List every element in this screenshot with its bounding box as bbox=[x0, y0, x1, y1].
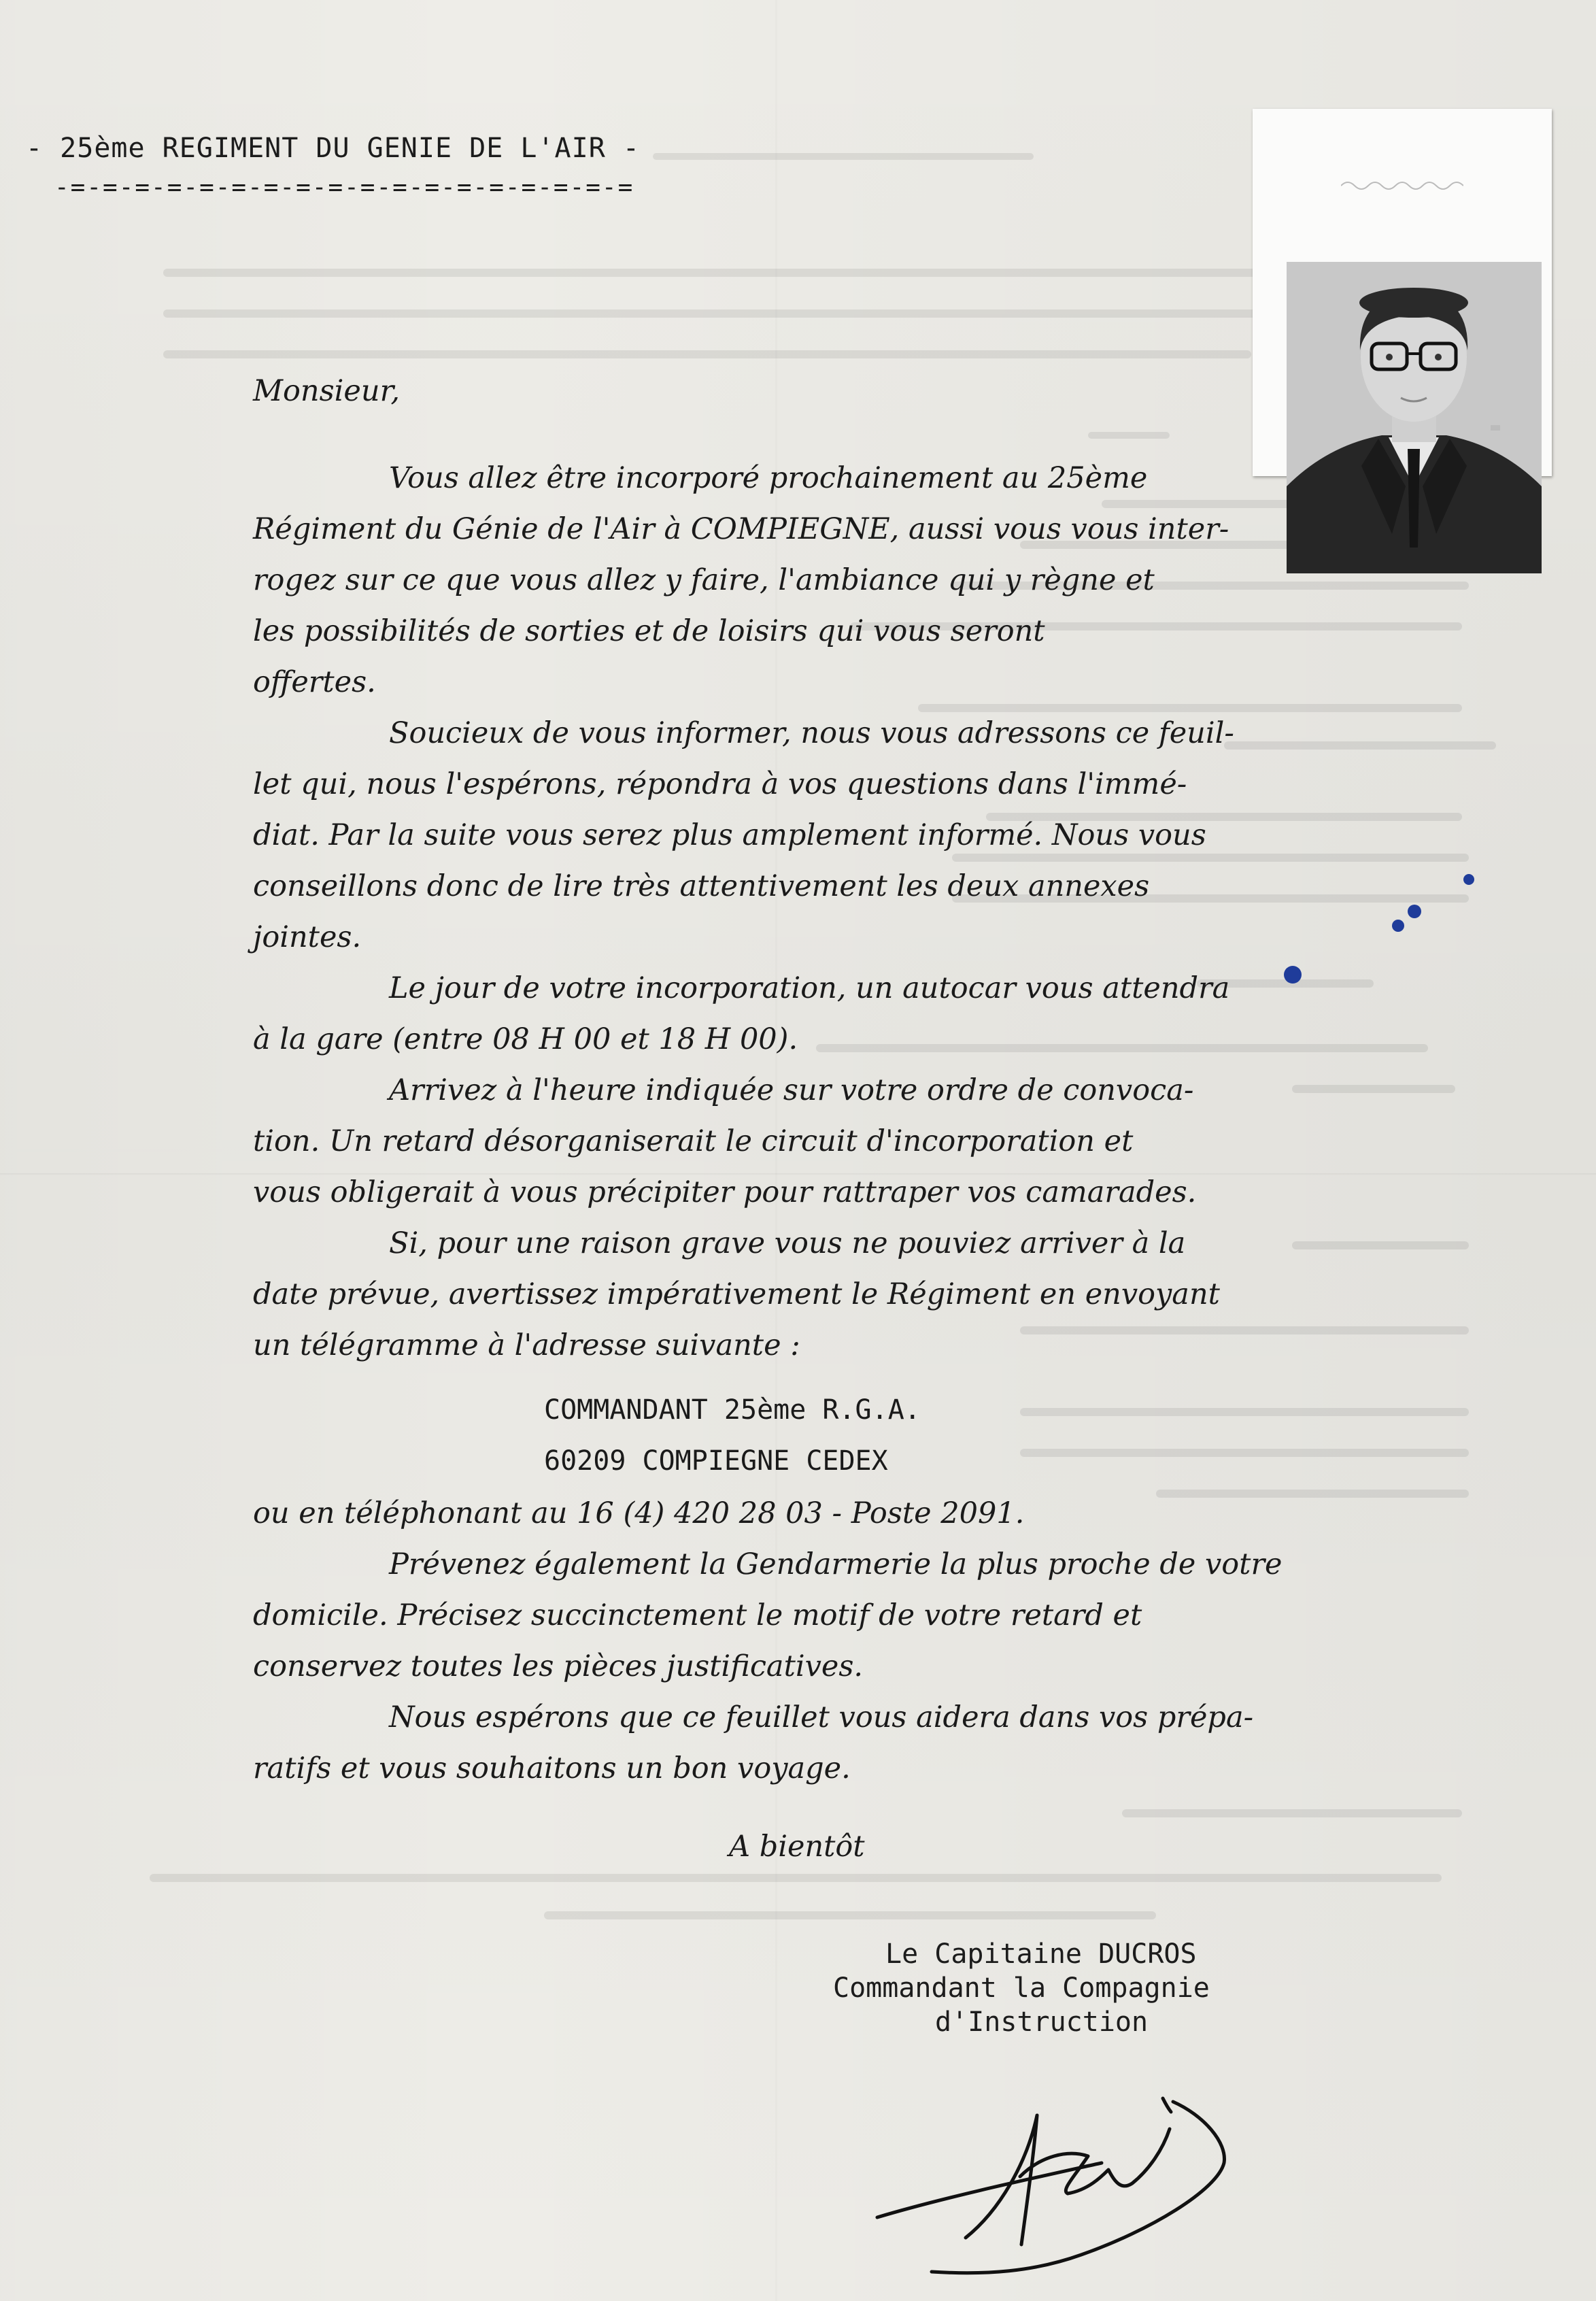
paragraph-line: let qui, nous l'espérons, répondra à vos questions dans l'immé- bbox=[253, 767, 1187, 801]
paragraph-line: Nous espérons que ce feuillet vous aidera dans vos prépa- bbox=[389, 1700, 1254, 1734]
id-photo bbox=[1253, 109, 1552, 476]
paragraph-line: un télégramme à l'adresse suivante : bbox=[253, 1328, 800, 1362]
paragraph-line: Vous allez être incorporé prochainement au 25ème bbox=[389, 461, 1148, 495]
closing: A bientôt bbox=[729, 1830, 865, 1864]
signatory-unit: d'Instruction bbox=[935, 2006, 1149, 2038]
salutation: Monsieur, bbox=[253, 374, 401, 408]
paragraph-line: conseillons donc de lire très attentivement les deux annexes bbox=[253, 869, 1150, 903]
paragraph-line: les possibilités de sorties et de loisirs qui vous seront bbox=[253, 614, 1045, 648]
paragraph-line: Prévenez également la Gendarmerie la plus proche de votre bbox=[389, 1547, 1283, 1581]
portrait-image bbox=[1287, 262, 1542, 573]
ink-spot bbox=[1408, 905, 1421, 918]
paragraph-line: diat. Par la suite vous serez plus amplement informé. Nous vous bbox=[253, 818, 1206, 852]
ink-spot bbox=[1463, 874, 1474, 885]
paragraph-line: à la gare (entre 08 H 00 et 18 H 00). bbox=[253, 1022, 798, 1056]
perforation-mark bbox=[1341, 175, 1463, 196]
paragraph-line: tion. Un retard désorganiserait le circuit d'incorporation et bbox=[253, 1124, 1134, 1158]
paragraph-line: rogez sur ce que vous allez y faire, l'ambiance qui y règne et bbox=[253, 563, 1155, 597]
paragraph-line: vous obligerait à vous précipiter pour rattraper vos camarades. bbox=[253, 1175, 1197, 1209]
address-line: COMMANDANT 25ème R.G.A. bbox=[544, 1394, 921, 1426]
ink-spot bbox=[1284, 966, 1302, 984]
paragraph-line: Régiment du Génie de l'Air à COMPIEGNE, aussi vous vous inter- bbox=[253, 512, 1229, 546]
address-line: 60209 COMPIEGNE CEDEX bbox=[544, 1445, 888, 1477]
signatory-title: Commandant la Compagnie bbox=[833, 1972, 1210, 2004]
paragraph-line: Soucieux de vous informer, nous vous adressons ce feuil- bbox=[389, 716, 1234, 750]
header-underline: -=-=-=-=-=-=-=-=-=-=-=-=-=-=-=-=-=-= bbox=[54, 173, 634, 201]
paragraph-line: jointes. bbox=[253, 920, 362, 954]
signatory-name: Le Capitaine DUCROS bbox=[885, 1938, 1197, 1970]
paragraph-line: date prévue, avertissez impérativement le Régiment en envoyant bbox=[253, 1277, 1220, 1311]
regiment-header: - 25ème REGIMENT DU GENIE DE L'AIR - bbox=[26, 133, 640, 164]
paragraph-line: Si, pour une raison grave vous ne pouviez arriver à la bbox=[389, 1226, 1186, 1260]
paragraph-line: ratifs et vous souhaitons un bon voyage. bbox=[253, 1751, 851, 1785]
paragraph-line: domicile. Précisez succinctement le motif de votre retard et bbox=[253, 1598, 1142, 1632]
ink-spot bbox=[1392, 920, 1404, 932]
handwritten-signature bbox=[864, 2075, 1244, 2279]
paragraph-line: conservez toutes les pièces justificatives. bbox=[253, 1649, 864, 1683]
paragraph-line: offertes. bbox=[253, 665, 376, 699]
paragraph-line: Arrivez à l'heure indiquée sur votre ordre de convoca- bbox=[389, 1073, 1194, 1107]
paragraph-line: ou en téléphonant au 16 (4) 420 28 03 - Poste 2091. bbox=[253, 1496, 1025, 1530]
paragraph-line: Le jour de votre incorporation, un autocar vous attendra bbox=[389, 971, 1230, 1005]
